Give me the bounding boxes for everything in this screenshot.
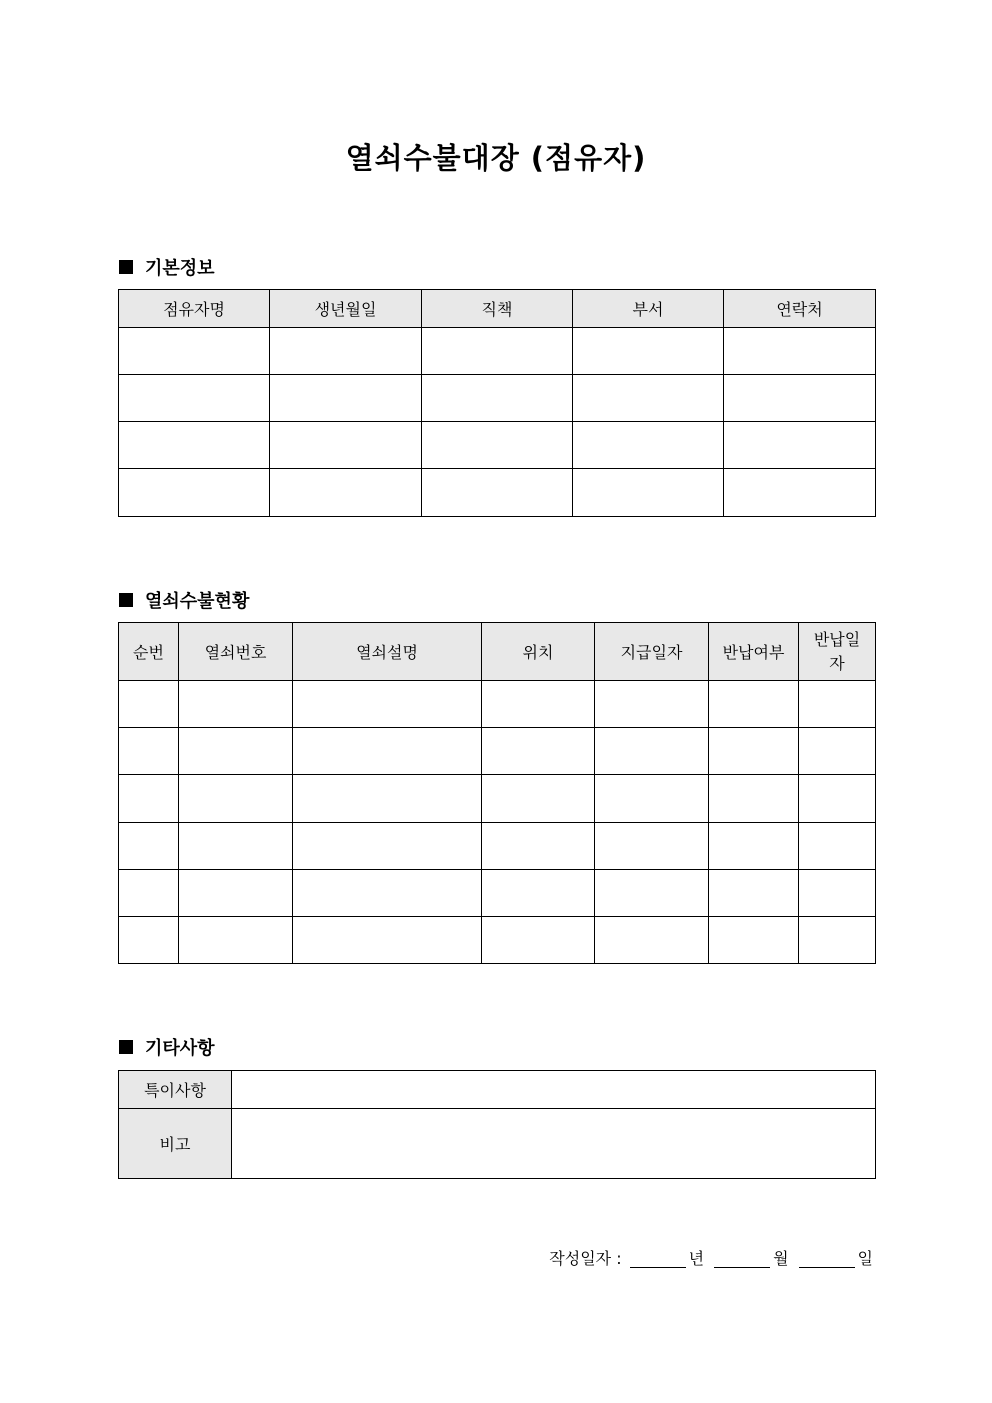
table-cell[interactable] <box>293 775 482 823</box>
square-bullet-icon <box>119 593 133 607</box>
table-row <box>119 917 876 964</box>
table-cell[interactable] <box>799 823 876 870</box>
special-notes-field[interactable] <box>232 1071 876 1109</box>
table-cell[interactable] <box>293 917 482 964</box>
table-cell[interactable] <box>799 728 876 775</box>
header-location: 위치 <box>482 623 595 681</box>
day-label: 일 <box>857 1249 873 1268</box>
table-cell[interactable] <box>482 823 595 870</box>
table-cell[interactable] <box>293 681 482 728</box>
header-birthdate: 생년월일 <box>270 290 422 328</box>
header-key-number: 열쇠번호 <box>179 623 293 681</box>
table-cell[interactable] <box>270 328 422 375</box>
basic-info-header-row <box>119 290 876 328</box>
table-row <box>119 469 876 517</box>
special-notes-row <box>119 1071 876 1109</box>
table-cell[interactable] <box>119 681 179 728</box>
table-cell[interactable] <box>422 422 573 469</box>
key-status-header-row <box>119 623 876 681</box>
table-cell[interactable] <box>595 775 709 823</box>
table-cell[interactable] <box>270 422 422 469</box>
table-cell[interactable] <box>482 917 595 964</box>
table-row <box>119 823 876 870</box>
table-cell[interactable] <box>573 469 724 517</box>
other-notes-heading <box>119 1034 215 1060</box>
key-status-heading <box>119 587 249 613</box>
header-return-date: 반납일자 <box>799 623 876 681</box>
table-cell[interactable] <box>293 823 482 870</box>
table-cell[interactable] <box>482 870 595 917</box>
other-notes-heading-text: 기타사항 <box>145 1038 215 1059</box>
table-cell[interactable] <box>270 469 422 517</box>
month-label: 월 <box>773 1249 789 1268</box>
table-cell[interactable] <box>709 728 799 775</box>
key-status-heading-text: 열쇠수불현황 <box>145 591 250 612</box>
table-row <box>119 328 876 375</box>
table-cell[interactable] <box>119 469 270 517</box>
table-cell[interactable] <box>799 870 876 917</box>
basic-info-heading-text: 기본정보 <box>145 258 215 279</box>
header-department: 부서 <box>573 290 724 328</box>
table-row <box>119 422 876 469</box>
header-seq: 순번 <box>119 623 179 681</box>
table-cell[interactable] <box>724 328 876 375</box>
table-row <box>119 775 876 823</box>
year-blank[interactable] <box>630 1250 686 1268</box>
table-cell[interactable] <box>422 328 573 375</box>
table-cell[interactable] <box>179 775 293 823</box>
table-cell[interactable] <box>119 422 270 469</box>
document-title: 열쇠수불대장 (점유자) <box>345 141 647 175</box>
year-label: 년 <box>688 1249 705 1268</box>
table-cell[interactable] <box>724 422 876 469</box>
table-cell[interactable] <box>482 728 595 775</box>
table-cell[interactable] <box>595 681 709 728</box>
table-cell[interactable] <box>119 775 179 823</box>
table-cell[interactable] <box>799 681 876 728</box>
header-issue-date: 지급일자 <box>595 623 709 681</box>
table-cell[interactable] <box>179 917 293 964</box>
table-cell[interactable] <box>119 375 270 422</box>
table-cell[interactable] <box>179 681 293 728</box>
table-row <box>119 681 876 728</box>
table-cell[interactable] <box>119 917 179 964</box>
table-cell[interactable] <box>179 823 293 870</box>
other-notes-table <box>118 1070 876 1179</box>
table-cell[interactable] <box>724 375 876 422</box>
written-date-label: 작성일자 : <box>549 1249 622 1268</box>
basic-info-table <box>118 289 876 517</box>
header-returned: 반납여부 <box>709 623 799 681</box>
table-cell[interactable] <box>573 422 724 469</box>
remarks-label: 비고 <box>119 1109 232 1179</box>
key-status-table <box>118 622 876 964</box>
table-cell[interactable] <box>573 375 724 422</box>
table-cell[interactable] <box>119 328 270 375</box>
table-cell[interactable] <box>179 870 293 917</box>
square-bullet-icon <box>119 1040 133 1054</box>
header-occupant-name: 점유자명 <box>119 290 270 328</box>
table-cell[interactable] <box>709 870 799 917</box>
table-cell[interactable] <box>179 728 293 775</box>
table-cell[interactable] <box>119 823 179 870</box>
table-cell[interactable] <box>709 775 799 823</box>
header-position: 직책 <box>422 290 573 328</box>
table-row <box>119 870 876 917</box>
table-row <box>119 375 876 422</box>
table-cell[interactable] <box>595 728 709 775</box>
table-cell[interactable] <box>119 728 179 775</box>
basic-info-heading <box>119 254 215 280</box>
table-cell[interactable] <box>595 870 709 917</box>
table-cell[interactable] <box>293 870 482 917</box>
table-cell[interactable] <box>422 469 573 517</box>
table-cell[interactable] <box>422 375 573 422</box>
table-cell[interactable] <box>293 728 482 775</box>
table-cell[interactable] <box>270 375 422 422</box>
header-key-description: 열쇠설명 <box>293 623 482 681</box>
remarks-field[interactable] <box>232 1109 876 1179</box>
table-cell[interactable] <box>595 917 709 964</box>
table-cell[interactable] <box>119 870 179 917</box>
day-blank[interactable] <box>799 1250 855 1268</box>
square-bullet-icon <box>119 260 133 274</box>
remarks-row <box>119 1109 876 1179</box>
table-cell[interactable] <box>595 823 709 870</box>
table-cell[interactable] <box>799 917 876 964</box>
table-row <box>119 728 876 775</box>
table-cell[interactable] <box>724 469 876 517</box>
table-cell[interactable] <box>709 681 799 728</box>
header-contact: 연락처 <box>724 290 876 328</box>
table-cell[interactable] <box>709 823 799 870</box>
month-blank[interactable] <box>714 1250 770 1268</box>
special-notes-label: 특이사항 <box>119 1071 232 1109</box>
table-cell[interactable] <box>799 775 876 823</box>
table-cell[interactable] <box>482 775 595 823</box>
table-cell[interactable] <box>482 681 595 728</box>
table-cell[interactable] <box>709 917 799 964</box>
table-cell[interactable] <box>573 328 724 375</box>
written-date <box>549 1248 873 1270</box>
